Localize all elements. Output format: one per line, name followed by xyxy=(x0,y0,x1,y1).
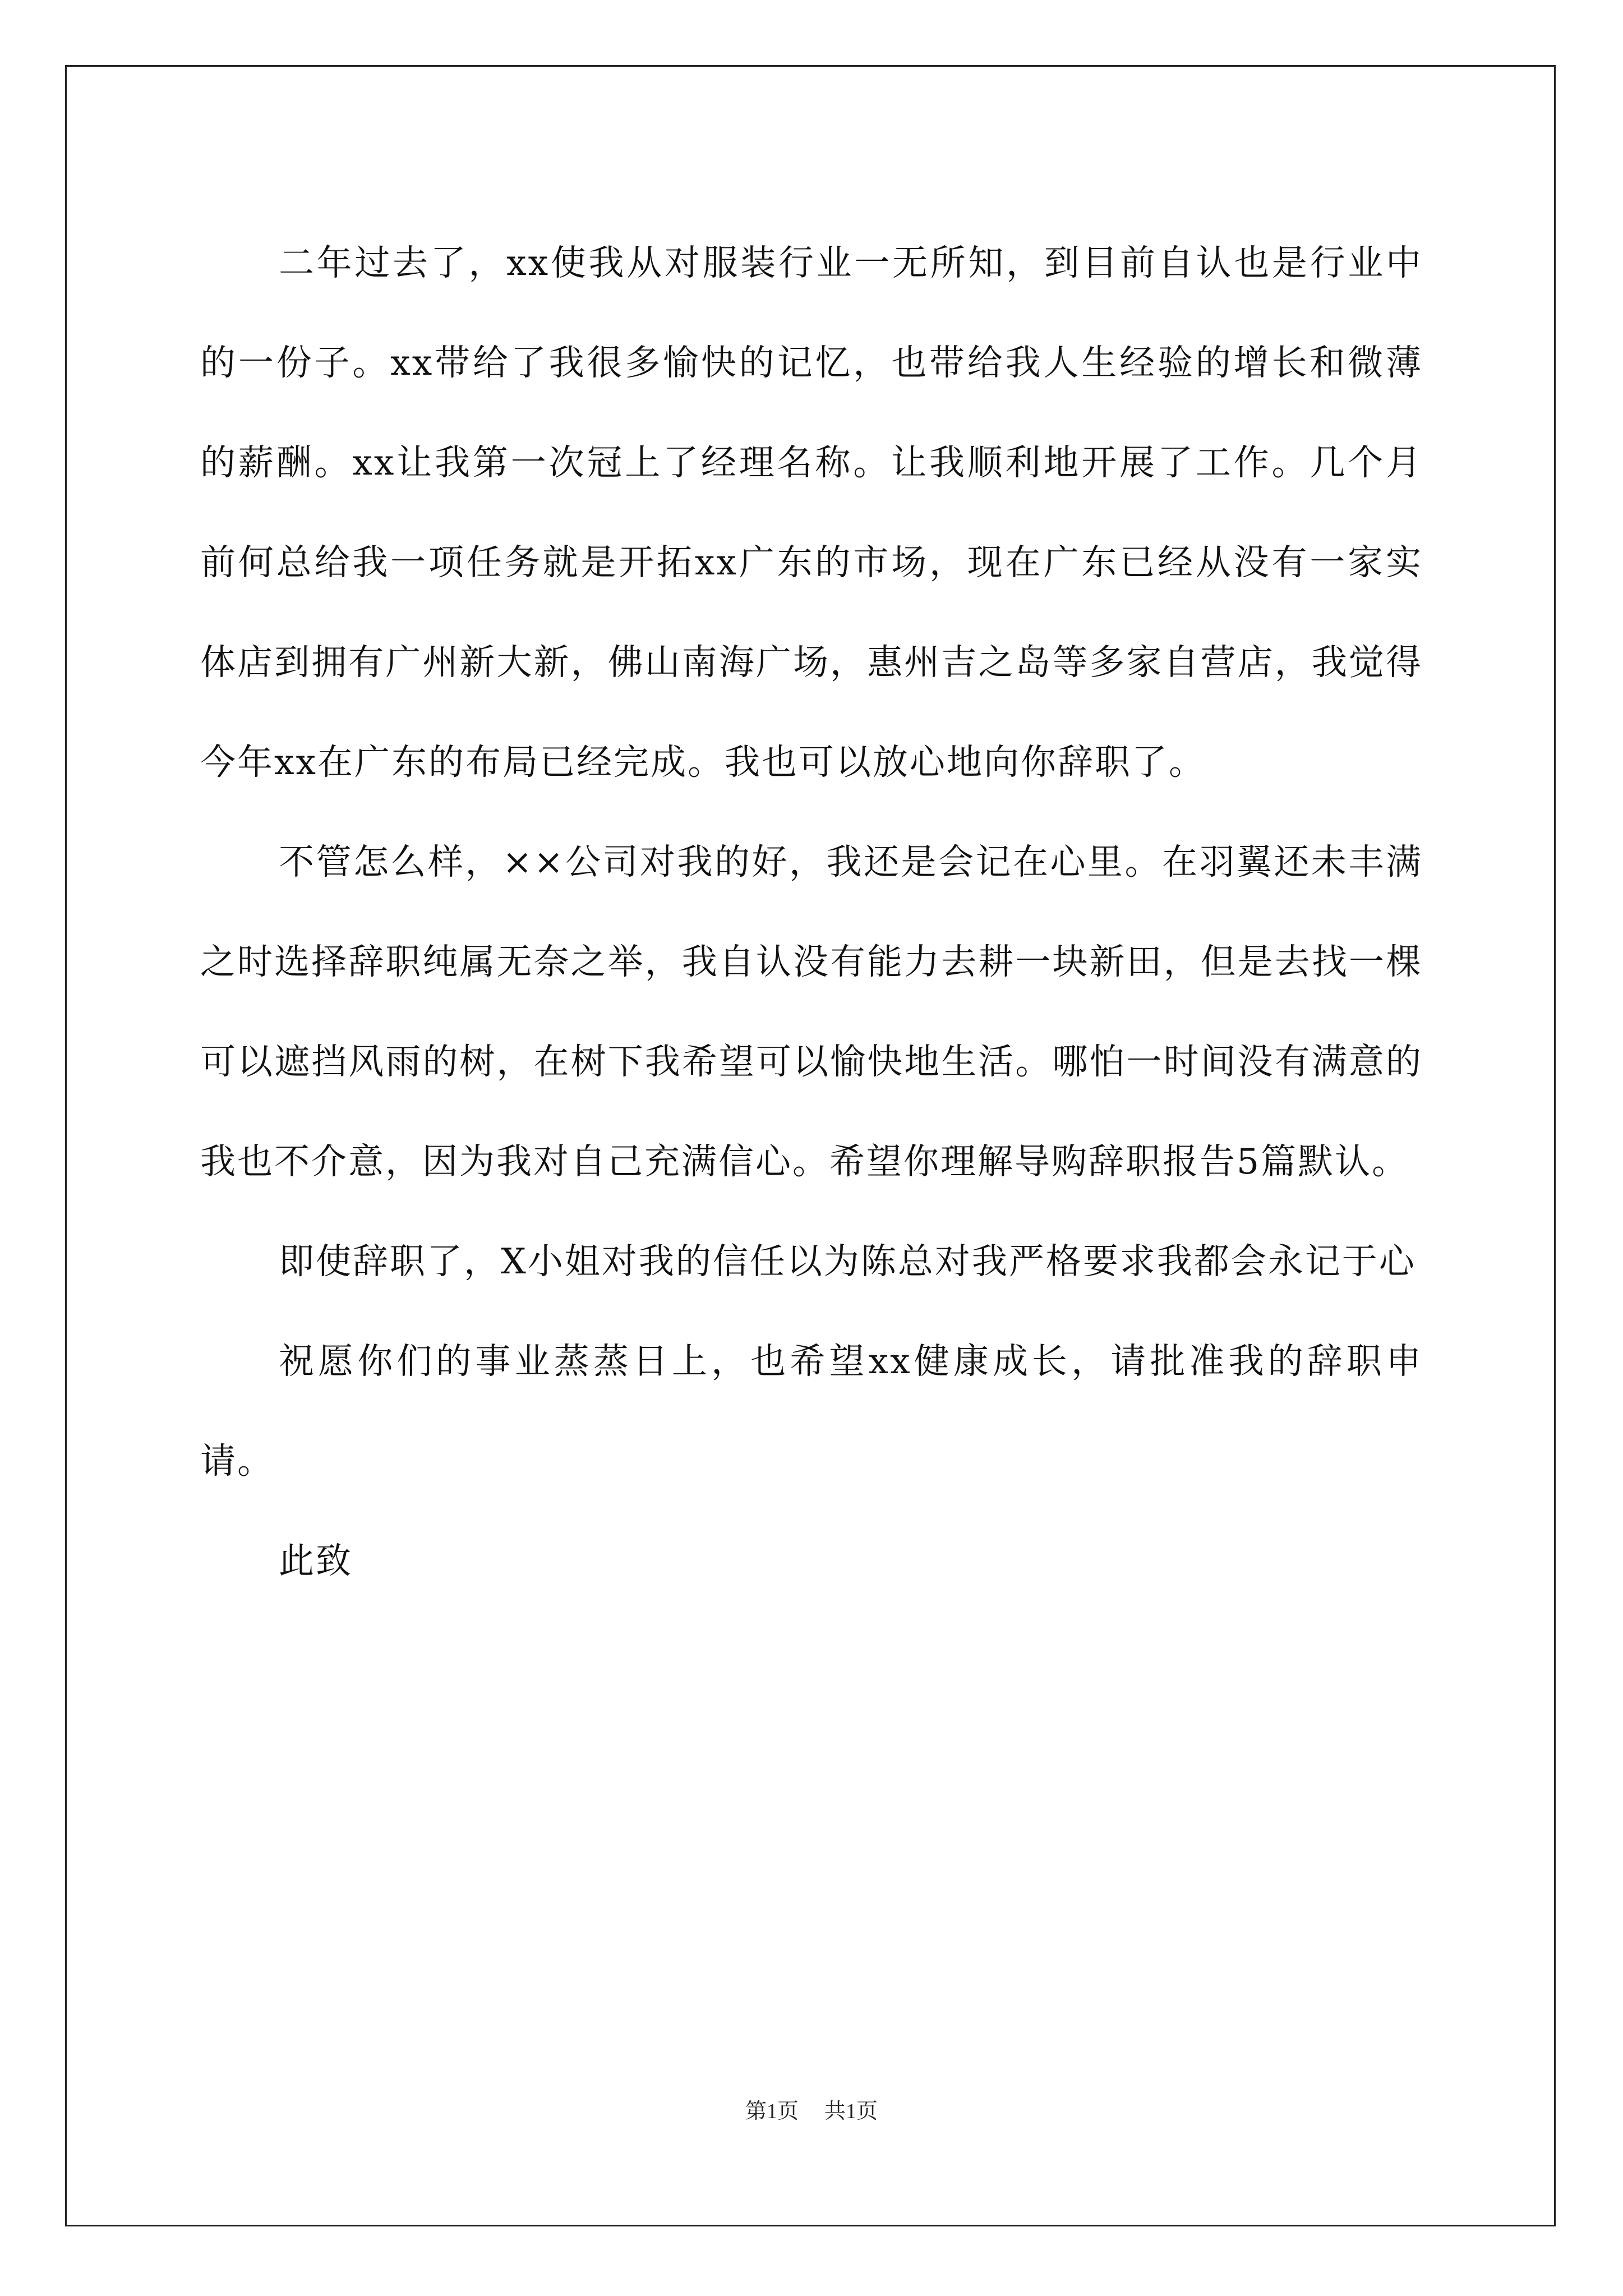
page-total: 共1页 xyxy=(824,2100,878,2123)
page-number: 第1页 xyxy=(745,2100,799,2123)
paragraph-5: 此致 xyxy=(279,1540,353,1581)
page-footer xyxy=(0,2097,1623,2125)
paragraph-3: 即使辞职了，X小姐对我的信任以为陈总对我严格要求我都会永记于心 xyxy=(279,1241,1416,1282)
paragraph-1: 二年过去了，xx使我从对服装行业一无所知，到目前自认也是行业中的一份子。xx带给了我很多愉快的记忆，也带给我人生经验的增长和微薄的薪酬。xx让我第一次冠上了经理名称。让我顺利地开展了工作。几个月前何总给我一项任务就是开拓xx广东的市场，现在广东已经从没有一家实体店到拥有广州新大新，佛山南海广场，惠州吉之岛等多家自营店，我觉得今年xx在广东的布局已经完成。我也可以放心地向你辞职了。 xyxy=(200,242,1423,783)
paragraph-2: 不管怎么样，××公司对我的好，我还是会记在心里。在羽翼还未丰满之时选择辞职纯属无奈之举，我自认没有能力去耕一块新田，但是去找一棵可以遮挡风雨的树，在树下我希望可以愉快地生活。哪怕一时间没有满意的我也不介意，因为我对自己充满信心。希望你理解导购辞职报告5篇默认。 xyxy=(200,841,1423,1182)
document-body xyxy=(200,213,1423,1611)
paragraph-4: 祝愿你们的事业蒸蒸日上，也希望xx健康成长，请批准我的辞职申请。 xyxy=(200,1341,1423,1481)
